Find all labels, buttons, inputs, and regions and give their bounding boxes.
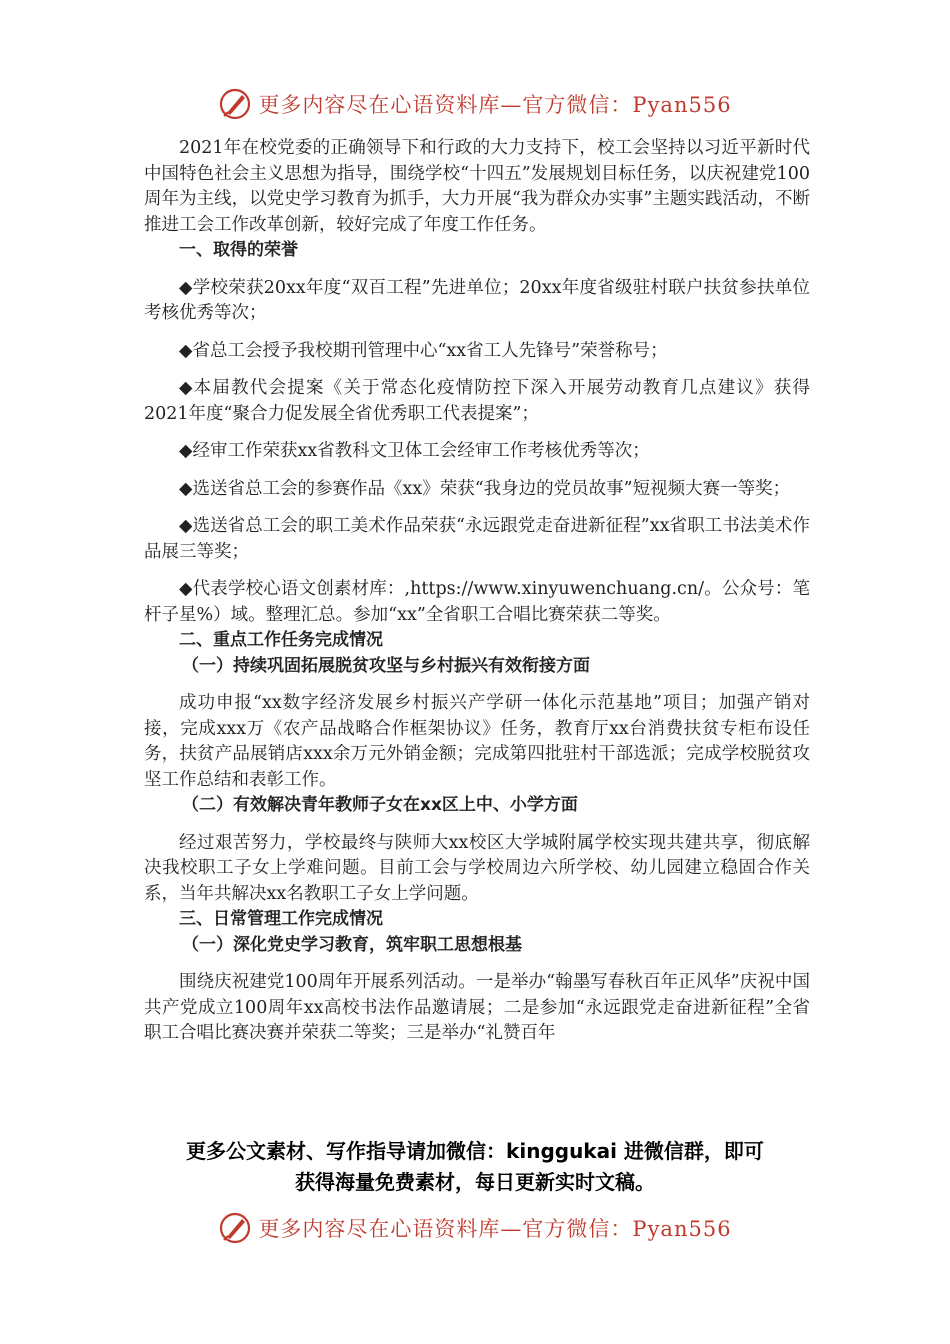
banner-text: 更多内容尽在心语资料库—官方微信：Pyan556: [258, 93, 732, 117]
honor-item: ◆省总工会授予我校期刊管理中心“xx省工人先锋号”荣誉称号；: [179, 340, 668, 361]
subsection-heading-party-history: （一）深化党史学习教育，筑牢职工思想根基: [182, 934, 522, 955]
section-heading-honors: 一、取得的荣誉: [179, 240, 298, 260]
subsection-heading-poverty: （一）持续巩固拓展脱贫攻坚与乡村振兴有效衔接方面: [182, 655, 590, 676]
header-banner: [0, 84, 950, 124]
poverty-paragraph: 成功申报“xx数字经济发展乡村振兴产学研一体化示范基地”项目；加强产销对接，完成xxx万《农产品战略合作框架协议》任务，教育厅xx台消费扶贫专柜布设任务，扶贫产品展销店xxx余万元外销金额；完成第四批驻村干部选派；完成学校脱贫攻坚工作总结和表彰工作。: [144, 693, 810, 790]
party-history-paragraph: 围绕庆祝建党100周年开展系列活动。一是举办“翰墨写春秋百年正风华”庆祝中国共产党成立100周年xx高校书法作品邀请展；二是参加“永远跟党走奋进新征程”全省职工合唱比赛决赛并荣获二等奖；三是举办“礼赞百年: [144, 972, 810, 1043]
quill-logo-icon: [218, 87, 252, 121]
promo-notice: [120, 1136, 830, 1198]
section-heading-key-tasks: 二、重点工作任务完成情况: [179, 630, 383, 650]
honor-item: ◆本届教代会提案《关于常态化疫情防控下深入开展劳动教育几点建议》获得2021年度“聚合力促发展全省优秀职工代表提案”；: [144, 378, 810, 424]
honor-item: ◆代表学校心语文创素材库：,https://www.xinyuwenchuang.cn/。公众号：笔杆子星%）域。整理汇总。参加“xx”全省职工合唱比赛荣获二等奖。: [144, 579, 810, 625]
subsection-heading-schooling: （二）有效解决青年教师子女在xx区上中、小学方面: [182, 795, 578, 815]
promo-line-1: 更多公文素材、写作指导请加微信：kinggukai 进微信群，即可: [186, 1139, 764, 1163]
schooling-paragraph: 经过艰苦努力，学校最终与陕师大xx校区大学城附属学校实现共建共享，彻底解决我校职工子女上学难问题。目前工会与学校周边六所学校、幼儿园建立稳固合作关系，当年共解决xx名教职工子女上学问题。: [144, 832, 810, 904]
honor-item: ◆经审工作荣获xx省教科文卫体工会经审工作考核优秀等次；: [179, 441, 650, 461]
document-body: [144, 136, 810, 1047]
banner-text: 更多内容尽在心语资料库—官方微信：Pyan556: [258, 1217, 732, 1241]
footer-banner: [0, 1208, 950, 1248]
quill-logo-icon: [218, 1211, 252, 1245]
intro-paragraph: 2021年在校党委的正确领导下和行政的大力支持下，校工会坚持以习近平新时代中国特色社会主义思想为指导，围绕学校“十四五”发展规划目标任务，以庆祝建党100周年为主线，以党史学习教育为抓手，大力开展“我为群众办实事”主题实践活动，不断推进工会工作改革创新，较好完成了年度工作任务。: [144, 138, 810, 235]
section-heading-daily-management: 三、日常管理工作完成情况: [179, 909, 383, 929]
honor-item: ◆选送省总工会的职工美术作品荣获“永远跟党走奋进新征程”xx省职工书法美术作品展三等奖；: [144, 516, 810, 562]
honor-item: ◆学校荣获20xx年度“双百工程”先进单位；20xx年度省级驻村联户扶贫参扶单位考核优秀等次；: [144, 277, 810, 323]
promo-line-2: 获得海量免费素材，每日更新实时文稿。: [295, 1170, 655, 1194]
honor-item: ◆选送省总工会的参赛作品《xx》荣获“我身边的党员故事”短视频大赛一等奖；: [179, 478, 791, 499]
